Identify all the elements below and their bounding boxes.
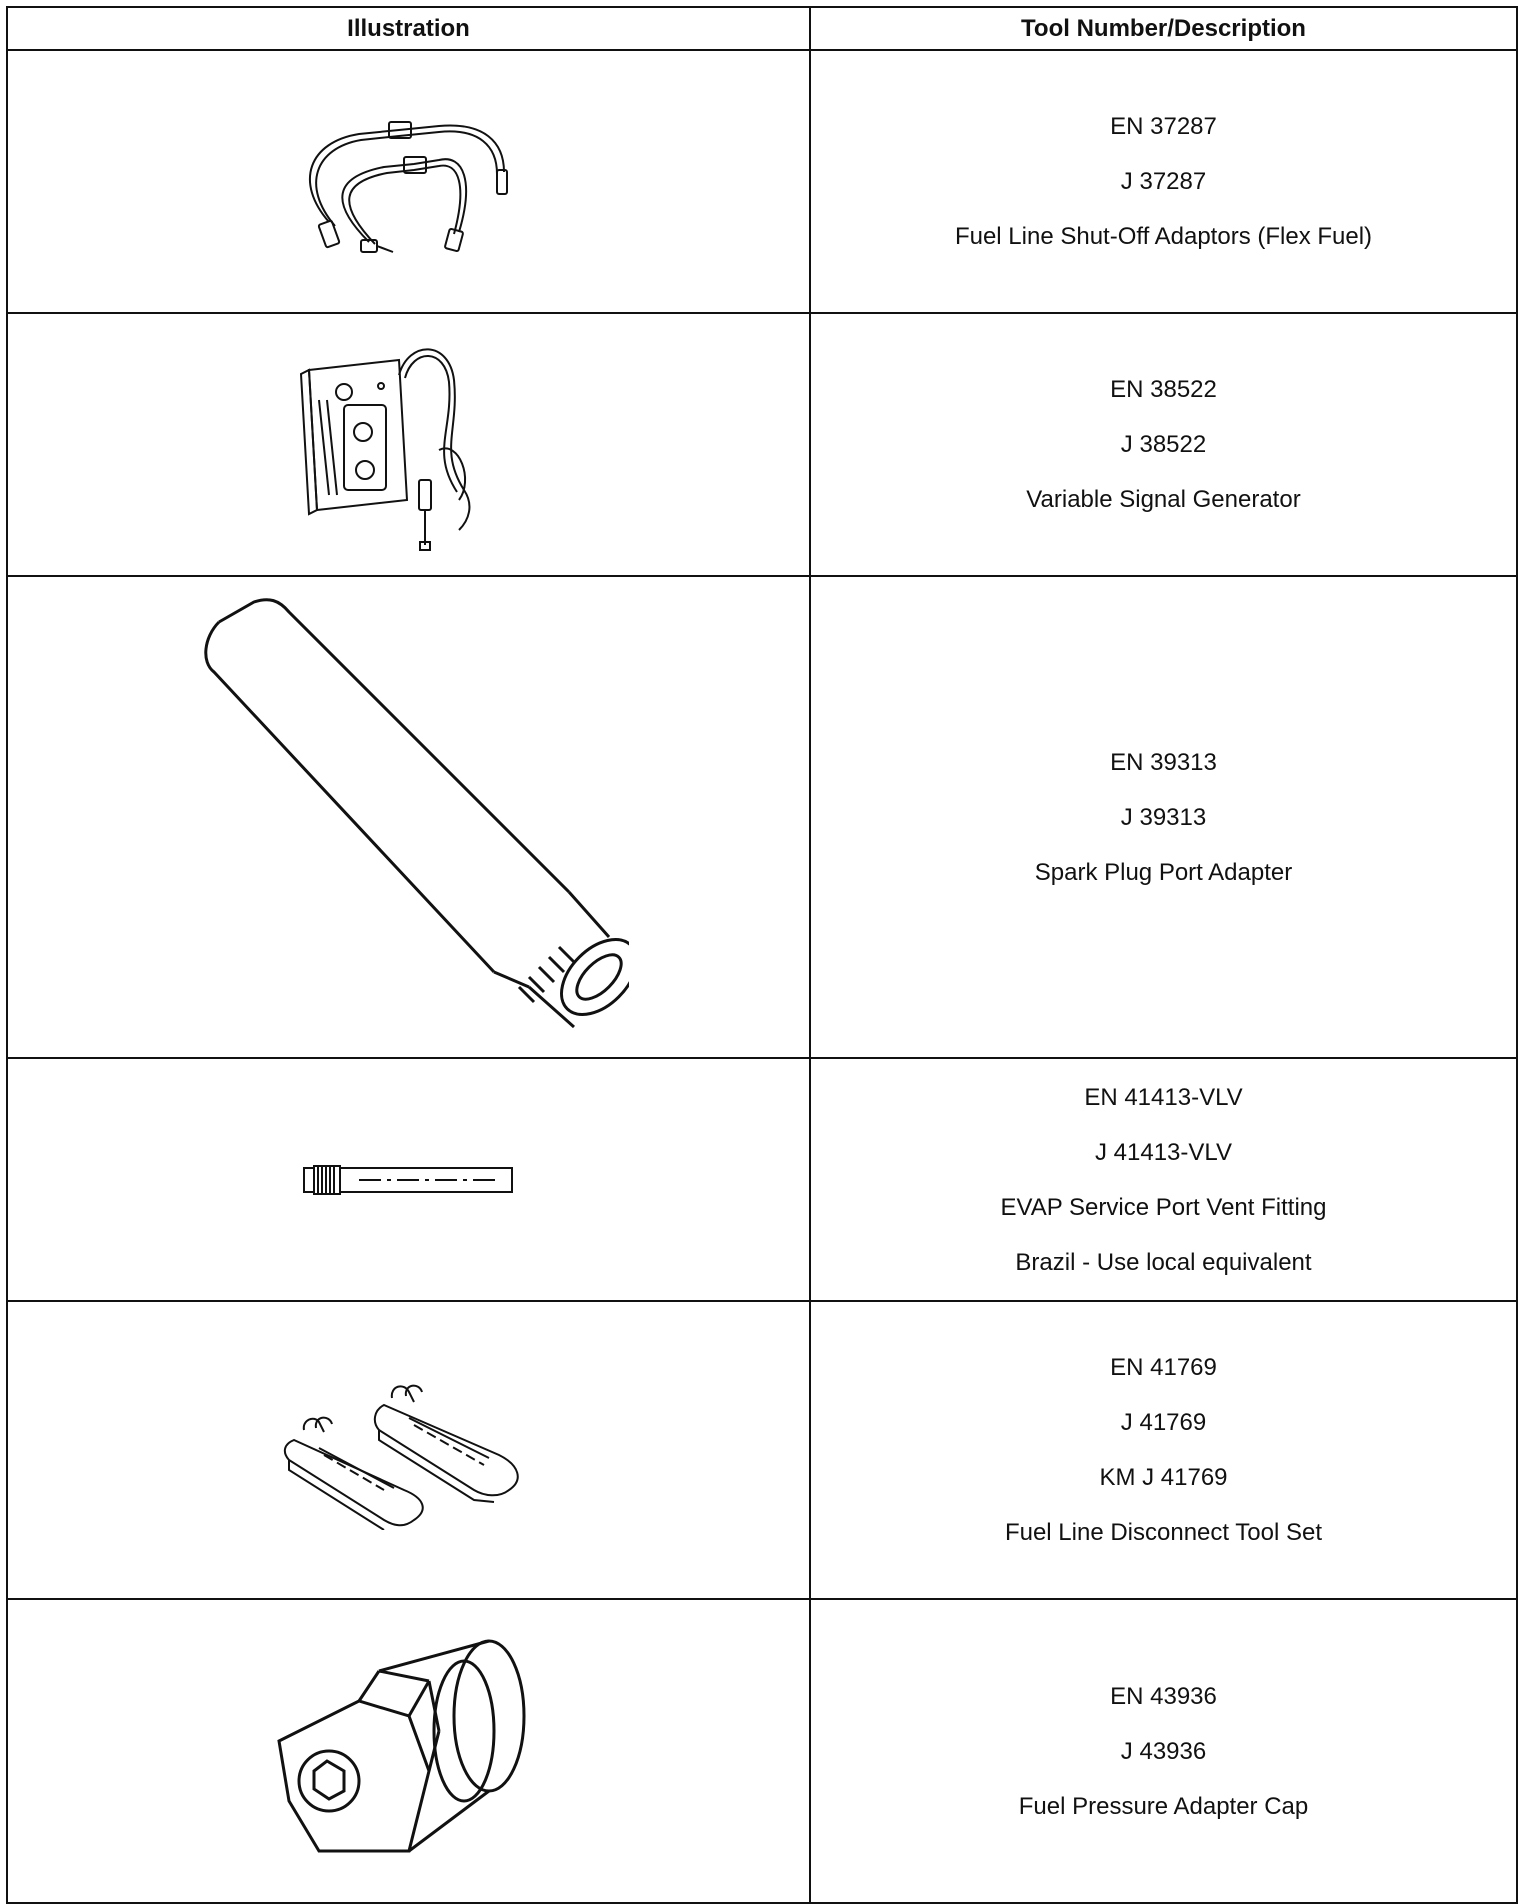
illustration-cell [7,1301,810,1599]
description-cell [810,1599,1517,1903]
description-cell [810,576,1517,1058]
description-cell [810,1301,1517,1599]
tool-description: EVAP Service Port Vent Fitting [1000,1193,1327,1221]
tool-table [6,6,1518,1904]
tool-description: Variable Signal Generator [1026,486,1301,513]
vent-fitting-icon [299,1160,519,1200]
en-tool-number: EN 41769 [1110,1354,1217,1381]
table-row [7,50,1517,313]
km-tool-number: KM J 41769 [1099,1464,1228,1491]
en-tool-number: EN 39313 [1110,748,1217,776]
en-tool-number: EN 43936 [1110,1682,1217,1710]
description-cell [810,313,1517,576]
table-row [7,1058,1517,1301]
j-tool-number: J 41769 [1120,1409,1207,1436]
illustration-cell [7,576,810,1058]
table-row [7,576,1517,1058]
adapter-cap-icon [259,1621,559,1881]
j-tool-number: J 37287 [1120,168,1207,195]
header-tool-description: Tool Number/Description [810,7,1517,50]
table-row [7,1301,1517,1599]
table-row [7,1599,1517,1903]
description-cell [810,1058,1517,1301]
illustration-cell [7,1058,810,1301]
tool-description: Fuel Line Disconnect Tool Set [1004,1519,1323,1546]
en-tool-number: EN 41413-VLV [1084,1083,1243,1111]
tool-note: Brazil - Use local equivalent [1015,1248,1312,1276]
tool-description: Spark Plug Port Adapter [1034,858,1293,886]
table-row [7,313,1517,576]
header-illustration: Illustration [7,7,810,50]
en-tool-number: EN 37287 [1110,113,1217,140]
disconnect-tool-set-icon [274,1370,544,1530]
tool-description: Fuel Line Shut-Off Adaptors (Flex Fuel) [954,223,1373,250]
j-tool-number: J 38522 [1120,431,1207,458]
signal-generator-icon [289,330,529,560]
j-tool-number: J 39313 [1120,803,1207,831]
fuel-line-adaptors-icon [289,102,529,262]
en-tool-number: EN 38522 [1110,376,1217,403]
description-cell [810,50,1517,313]
j-tool-number: J 41413-VLV [1095,1138,1232,1166]
illustration-cell [7,313,810,576]
spark-plug-adapter-icon [189,592,629,1042]
tool-description: Fuel Pressure Adapter Cap [1018,1792,1309,1820]
illustration-cell [7,50,810,313]
j-tool-number: J 43936 [1120,1737,1207,1765]
table-header-row [7,7,1517,50]
illustration-cell [7,1599,810,1903]
